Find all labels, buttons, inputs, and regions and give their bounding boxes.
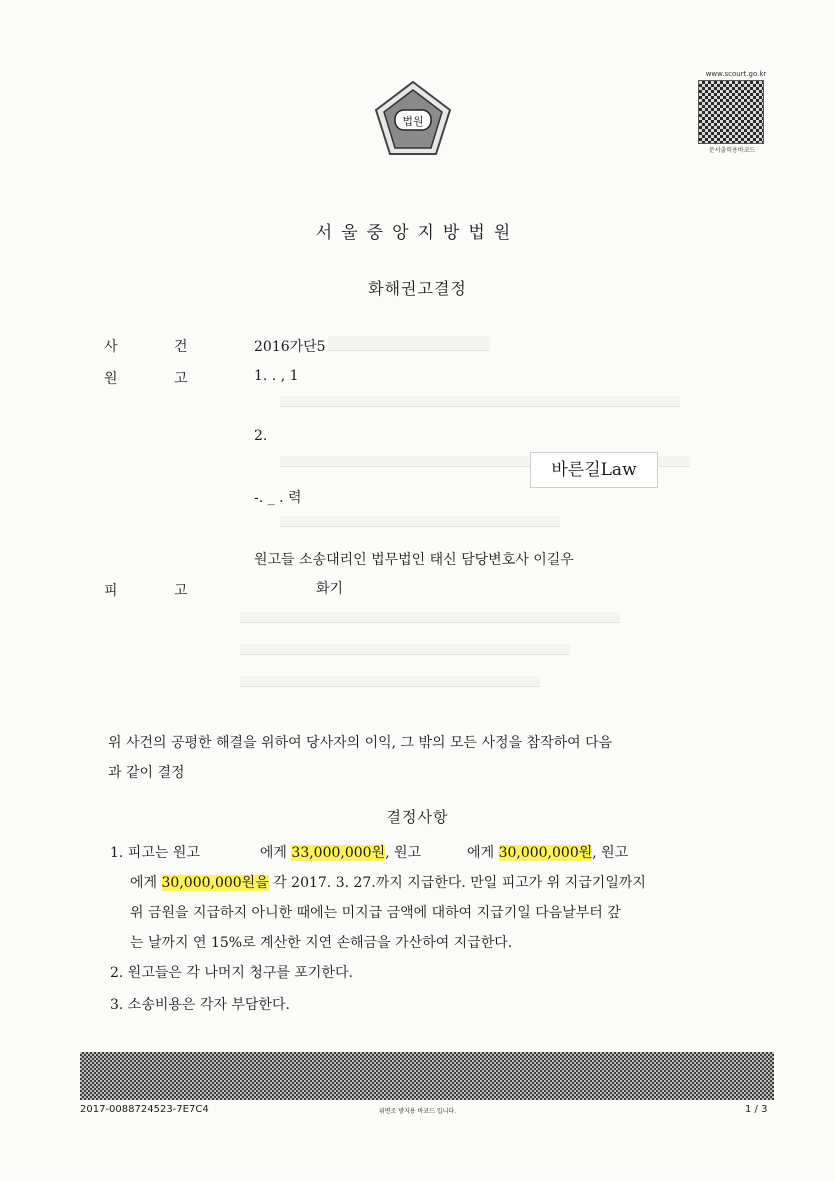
amount-2: 30,000,000원 — [498, 845, 593, 861]
amount-3: 30,000,000원을 — [161, 875, 269, 891]
firm-stamp: 바른길Law — [530, 452, 658, 488]
decision-item-1-line-4: 는 날까지 연 15%로 계산한 지연 손해금을 가산하여 지급한다. — [130, 935, 513, 951]
amount-1: 33,000,000원 — [291, 845, 386, 861]
document-id: 2017-0088724523-7E7C4 — [80, 1104, 209, 1115]
qr-caption: 문서출력용바코드 — [708, 147, 756, 154]
redaction — [280, 516, 560, 527]
qr-code — [698, 80, 764, 144]
decision-item-3: 3. 소송비용은 각자 부담한다. — [110, 997, 290, 1013]
plaintiff-line-2: 2. — [254, 428, 268, 444]
defendant-name: 화기 — [316, 581, 344, 597]
case-number: 2016가단5 — [254, 339, 326, 355]
redaction — [280, 396, 680, 407]
decision-item-1-cont: 에게 30,000,000원을 각 2017. 3. 27.까지 지급한다. 만일 피고가 위 지급기일까지 — [130, 875, 646, 891]
court-seal-emblem — [372, 80, 454, 158]
redaction — [240, 612, 620, 623]
court-name: 서울중앙지방법원 — [315, 223, 520, 243]
barcode-note: 위변조 방지용 바코드 입니다. — [378, 1108, 457, 1115]
seal-text: 법원 — [402, 115, 424, 128]
intro-line-1: 위 사건의 공평한 해결을 위하여 당사자의 이익, 그 밖의 모든 사정을 참작하여 다음 — [108, 735, 613, 751]
page-number: 1 / 3 — [745, 1104, 768, 1115]
redaction — [328, 336, 490, 351]
decision-item-1: 1. 피고는 원고 에게 33,000,000원, 원고 에게 30,000,000원, 원고 — [110, 845, 629, 861]
plaintiff-line-3: -. _ . 력 — [254, 490, 302, 506]
decision-item-2: 2. 원고들은 각 나머지 청구를 포기한다. — [110, 965, 353, 981]
anti-forgery-barcode — [80, 1052, 774, 1100]
decision-item-1-line-3: 위 금원을 지급하지 아니한 때에는 미지급 금액에 대하여 지급기일 다음날부터 갚 — [130, 905, 621, 921]
intro-line-2: 과 같이 결정 — [108, 765, 185, 781]
redaction — [240, 644, 570, 655]
plaintiff-line-1: 1. . , 1 — [254, 368, 299, 384]
plaintiff-agent: 원고들 소송대리인 법무법인 태신 담당변호사 이길우 — [254, 552, 574, 568]
redaction — [240, 676, 540, 687]
qr-url: www.scourt.go.kr — [705, 70, 767, 78]
section-title: 결정사항 — [386, 808, 449, 826]
document-title: 화해권고결정 — [368, 279, 467, 298]
